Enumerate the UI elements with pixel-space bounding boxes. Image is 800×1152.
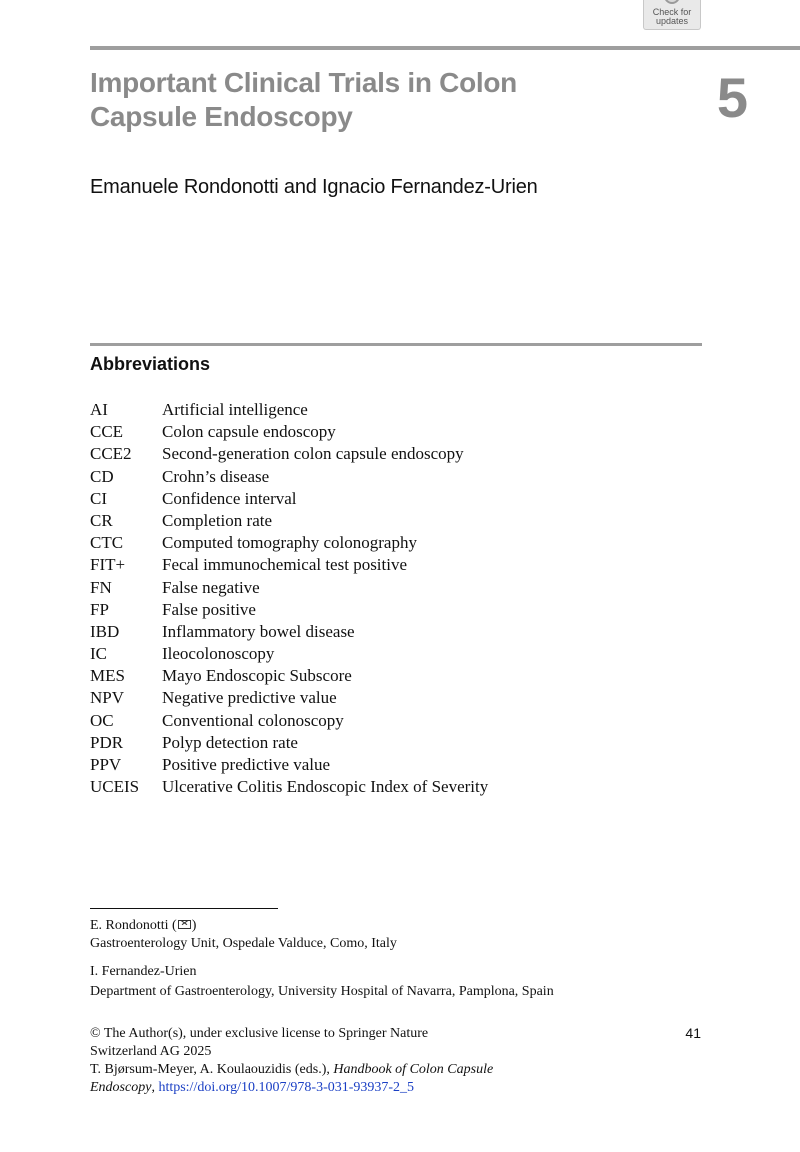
abbreviation-row — [90, 466, 710, 488]
abbreviation-code: IC — [90, 644, 107, 664]
abbreviation-definition: Fecal immunochemical test positive — [162, 555, 408, 575]
abbreviation-definition: Conventional colonoscopy — [162, 710, 344, 730]
author1-affiliation: Gastroenterology Unit, Ospedale Valduce, Como, Italy — [90, 936, 397, 951]
abbreviation-row — [90, 577, 710, 599]
abbreviation-definition: Positive predictive value — [162, 755, 331, 774]
abbreviation-row — [90, 687, 710, 709]
abbreviation-row — [90, 510, 710, 532]
abbreviation-row — [90, 488, 710, 510]
abbreviation-code: FN — [90, 577, 112, 597]
author2-name: I. Fernandez-Urien — [90, 964, 197, 979]
copyright-line1: © The Author(s), under exclusive license to Springer Nature — [90, 1026, 429, 1041]
abbreviation-definition: Second-generation colon capsule endoscopy — [162, 444, 464, 464]
abbreviation-code: CD — [90, 466, 114, 486]
abbreviation-row — [90, 421, 710, 443]
abbreviation-row — [90, 776, 710, 798]
author1-name-line — [90, 917, 196, 935]
abbreviation-code: IBD — [90, 621, 120, 641]
abbreviation-row — [90, 443, 710, 465]
abbreviation-definition: Inflammatory bowel disease — [162, 621, 355, 641]
abbreviation-code: AI — [90, 400, 108, 419]
doi-link[interactable]: https://doi.org/10.1007/978-3-031-93937-2_5 — [158, 1080, 415, 1095]
email-icon[interactable] — [178, 920, 191, 929]
abbreviation-definition: False positive — [162, 599, 256, 619]
abbreviation-code: NPV — [90, 688, 125, 708]
abbreviation-definition: Negative predictive value — [162, 688, 337, 708]
author1-name: E. Rondonotti ( — [90, 918, 177, 933]
section-divider — [90, 343, 702, 346]
abbreviation-row — [90, 554, 710, 576]
abbreviation-code: OC — [90, 710, 114, 730]
footnote-divider — [90, 908, 278, 909]
abbreviation-code: CCE — [90, 422, 124, 442]
abbreviation-definition: Polyp detection rate — [162, 732, 298, 752]
abbreviations-list — [90, 399, 710, 798]
abbreviation-row — [90, 399, 710, 421]
editors: T. Bjørsum-Meyer, A. Koulaouzidis (eds.), — [90, 1062, 334, 1077]
abbreviation-row — [90, 643, 710, 665]
top-divider — [90, 46, 800, 50]
citation-line1 — [90, 1061, 493, 1079]
abbreviation-definition: Ulcerative Colitis Endoscopic Index of Severity — [162, 777, 489, 797]
abbreviation-code: CCE2 — [90, 444, 132, 464]
abbreviation-definition: Colon capsule endoscopy — [162, 422, 336, 442]
abbreviations-heading: Abbreviations — [90, 354, 211, 374]
copyright-line2: Switzerland AG 2025 — [90, 1044, 212, 1059]
abbreviation-row — [90, 710, 710, 732]
abbreviation-definition: Computed tomography colonography — [162, 533, 417, 553]
badge-text-line1: Check for — [652, 7, 692, 17]
abbreviation-row — [90, 732, 710, 754]
chapter-title-line2: Capsule Endoscopy — [90, 101, 353, 132]
abbreviation-code: CTC — [90, 533, 124, 553]
citation-line2 — [90, 1079, 414, 1097]
abbreviation-code: PPV — [90, 755, 122, 774]
citation-separator: , — [151, 1080, 159, 1095]
abbreviation-definition: Artificial intelligence — [162, 400, 308, 419]
abbreviation-definition: Confidence interval — [162, 488, 297, 508]
abbreviation-definition: Completion rate — [162, 510, 273, 530]
abbreviation-row — [90, 599, 710, 621]
abbreviation-definition: Crohn’s disease — [162, 466, 270, 486]
abbreviation-code: FIT+ — [90, 555, 126, 575]
abbreviation-row — [90, 621, 710, 643]
abbreviation-row — [90, 665, 710, 687]
abbreviation-code: PDR — [90, 732, 124, 752]
abbreviation-code: UCEIS — [90, 777, 140, 797]
book-title-part2: Endoscopy — [90, 1080, 152, 1095]
badge-text-line2: updates — [655, 16, 689, 26]
author1-name-close: ) — [191, 918, 197, 933]
crossmark-icon — [664, 0, 680, 4]
abbreviation-row — [90, 532, 710, 554]
chapter-number: 5 — [716, 66, 748, 129]
chapter-title-line1: Important Clinical Trials in Colon — [90, 67, 517, 98]
abbreviation-code: FP — [90, 599, 109, 619]
abbreviation-code: CI — [90, 488, 107, 508]
check-for-updates-badge[interactable] — [643, 0, 701, 30]
abbreviation-definition: Ileocolonoscopy — [162, 644, 275, 664]
author2-affiliation: Department of Gastroenterology, University Hospital of Navarra, Pamplona, Spain — [90, 984, 554, 999]
page-number: 41 — [685, 1025, 701, 1041]
author-list: Emanuele Rondonotti and Ignacio Fernandez-Urien — [90, 176, 538, 198]
abbreviation-definition: False negative — [162, 577, 260, 597]
abbreviation-definition: Mayo Endoscopic Subscore — [162, 666, 352, 686]
abbreviation-code: MES — [90, 666, 125, 686]
abbreviation-code: CR — [90, 510, 113, 530]
abbreviation-row — [90, 754, 710, 776]
chapter-title — [90, 66, 610, 134]
book-title-part1: Handbook of Colon Capsule — [333, 1062, 494, 1077]
